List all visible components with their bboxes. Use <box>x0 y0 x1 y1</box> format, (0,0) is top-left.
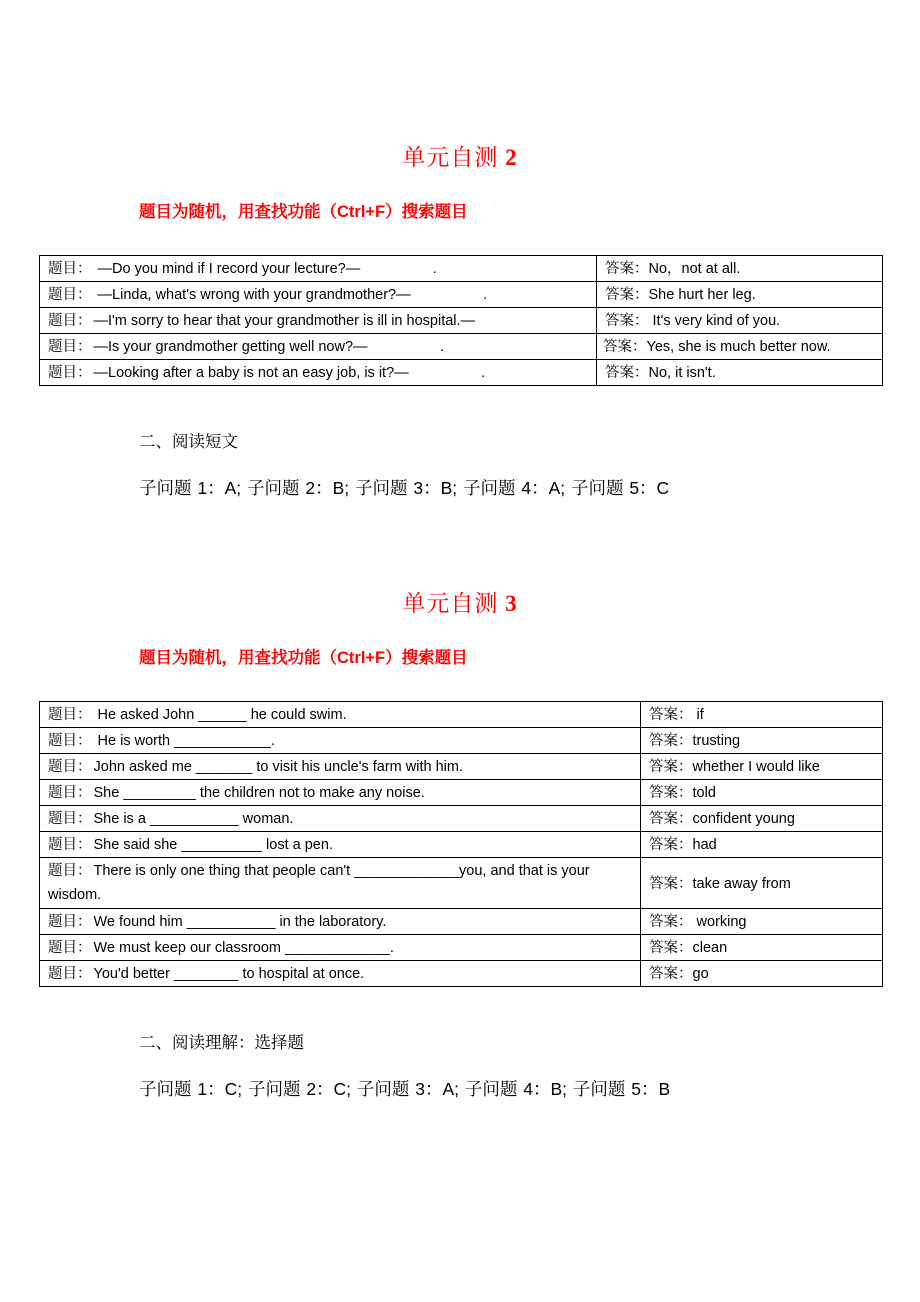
question-text: He is worth ____________. <box>93 733 275 749</box>
question-label: 题目： <box>48 785 92 801</box>
table-row <box>40 360 883 386</box>
answer-text: Yes, she is much better now. <box>646 339 831 355</box>
answer-text: if <box>692 707 704 723</box>
question-cell <box>40 806 641 832</box>
answer-text: No, it isn't. <box>648 365 716 381</box>
answer-label: 答案： <box>649 940 693 956</box>
unit-2-search-hint: 题目为随机，用查找功能（Ctrl+F）搜索题目 <box>139 203 468 221</box>
answer-label: 答案： <box>649 733 693 749</box>
question-cell <box>40 334 597 360</box>
table-row <box>40 282 883 308</box>
unit-title-number: 3 <box>505 591 518 616</box>
question-text: You'd better ________ to hospital at once. <box>93 966 365 982</box>
question-label: 题目： <box>48 966 92 982</box>
unit-2-section-heading: 二、阅读短文 <box>139 433 238 451</box>
answer-cell <box>641 961 883 987</box>
question-label: 题目： <box>48 940 92 956</box>
question-text: We found him ___________ in the laboratory. <box>93 914 387 930</box>
answer-label: 答案： <box>649 837 693 853</box>
question-label: 题目： <box>48 733 92 749</box>
table-row <box>40 961 883 987</box>
question-label: 题目： <box>48 914 92 930</box>
question-cell <box>40 858 641 909</box>
unit-3-qa-table <box>39 701 883 987</box>
answer-label: 答案： <box>649 785 693 801</box>
answer-text: had <box>692 837 717 853</box>
question-cell <box>40 935 641 961</box>
question-label: 题目： <box>48 365 92 381</box>
answer-cell <box>597 282 883 308</box>
question-cell <box>40 728 641 754</box>
answer-text: working <box>692 914 747 930</box>
question-cell <box>40 754 641 780</box>
answer-text: whether I would like <box>692 759 820 775</box>
answer-cell <box>641 858 883 909</box>
question-text: —Is your grandmother getting well now?— . <box>93 339 445 355</box>
unit-3-title <box>0 585 920 618</box>
answer-cell <box>641 806 883 832</box>
answer-cell <box>641 702 883 728</box>
question-cell <box>40 832 641 858</box>
answer-text: She hurt her leg. <box>648 287 756 303</box>
question-cell <box>40 308 597 334</box>
table-row <box>40 256 883 282</box>
answer-cell <box>597 256 883 282</box>
question-cell <box>40 702 641 728</box>
table-row <box>40 702 883 728</box>
unit-2-title <box>0 139 920 172</box>
question-cell <box>40 909 641 935</box>
table-row <box>40 806 883 832</box>
question-text: —Looking after a baby is not an easy job, is it?— . <box>93 365 486 381</box>
question-text: He asked John ______ he could swim. <box>93 707 347 723</box>
unit-3-sub-answers: 子问题 1：C; 子问题 2：C; 子问题 3：A; 子问题 4：B; 子问题 5：B <box>139 1079 671 1099</box>
answer-label: 答案： <box>649 914 693 930</box>
answer-text: No，not at all. <box>648 261 741 277</box>
answer-label: 答案： <box>649 966 693 982</box>
answer-cell <box>641 754 883 780</box>
question-cell <box>40 780 641 806</box>
unit-2-qa-table <box>39 255 883 386</box>
table-row <box>40 334 883 360</box>
answer-label: 答案： <box>605 287 649 303</box>
question-label: 题目： <box>48 339 92 355</box>
answer-cell <box>641 832 883 858</box>
question-text: —Do you mind if I record your lecture?— . <box>93 261 437 277</box>
answer-cell <box>597 334 883 360</box>
answer-text: trusting <box>692 733 741 749</box>
answer-text: confident young <box>692 811 795 827</box>
answer-cell <box>641 780 883 806</box>
answer-text: take away from <box>692 875 791 892</box>
table-row <box>40 728 883 754</box>
answer-label: 答案： <box>605 365 649 381</box>
table-row <box>40 909 883 935</box>
unit-2-sub-answers: 子问题 1：A; 子问题 2：B; 子问题 3：B; 子问题 4：A; 子问题 5：C <box>139 478 670 498</box>
question-text: —I'm sorry to hear that your grandmother is ill in hospital.— <box>93 313 476 329</box>
question-label: 题目： <box>48 261 92 277</box>
question-label: 题目： <box>48 837 92 853</box>
answer-label: 答案： <box>649 811 693 827</box>
unit-3-search-hint: 题目为随机，用查找功能（Ctrl+F）搜索题目 <box>139 649 468 667</box>
answer-cell <box>641 935 883 961</box>
question-label: 题目： <box>48 863 92 879</box>
question-label: 题目： <box>48 287 92 303</box>
answer-text: told <box>692 785 716 801</box>
unit-title-text: 单元自测 <box>402 591 499 616</box>
question-label: 题目： <box>48 759 92 775</box>
question-text: John asked me _______ to visit his uncle's farm with him. <box>93 759 463 775</box>
question-label: 题目： <box>48 313 92 329</box>
answer-text: go <box>692 966 709 982</box>
answer-label: 答案： <box>605 261 649 277</box>
table-row <box>40 832 883 858</box>
answer-cell <box>641 909 883 935</box>
question-text: —Linda, what's wrong with your grandmother?— . <box>93 287 488 303</box>
answer-label: 答案： <box>605 313 649 329</box>
question-text: She said she __________ lost a pen. <box>93 837 333 853</box>
question-text: We must keep our classroom _____________. <box>93 940 394 956</box>
answer-label: 答案： <box>603 339 647 355</box>
answer-label: 答案： <box>649 875 693 892</box>
question-text: She is a ___________ woman. <box>93 811 294 827</box>
table-row <box>40 935 883 961</box>
answer-text: clean <box>692 940 728 956</box>
unit-3-section-heading: 二、阅读理解：选择题 <box>139 1034 304 1052</box>
question-label: 题目： <box>48 707 92 723</box>
question-label: 题目： <box>48 811 92 827</box>
table-row <box>40 780 883 806</box>
answer-text: It's very kind of you. <box>648 313 781 329</box>
answer-label: 答案： <box>649 707 693 723</box>
answer-cell <box>597 308 883 334</box>
answer-cell <box>597 360 883 386</box>
question-cell <box>40 282 597 308</box>
question-cell <box>40 360 597 386</box>
answer-cell <box>641 728 883 754</box>
question-text: She _________ the children not to make any noise. <box>93 785 425 801</box>
unit-title-text: 单元自测 <box>402 145 499 170</box>
table-row <box>40 308 883 334</box>
question-cell <box>40 961 641 987</box>
table-row <box>40 754 883 780</box>
table-row <box>40 858 883 909</box>
question-text: There is only one thing that people can't _____________you, and that is your wisdom. <box>48 863 590 903</box>
answer-label: 答案： <box>649 759 693 775</box>
unit-title-number: 2 <box>505 145 518 170</box>
question-cell <box>40 256 597 282</box>
